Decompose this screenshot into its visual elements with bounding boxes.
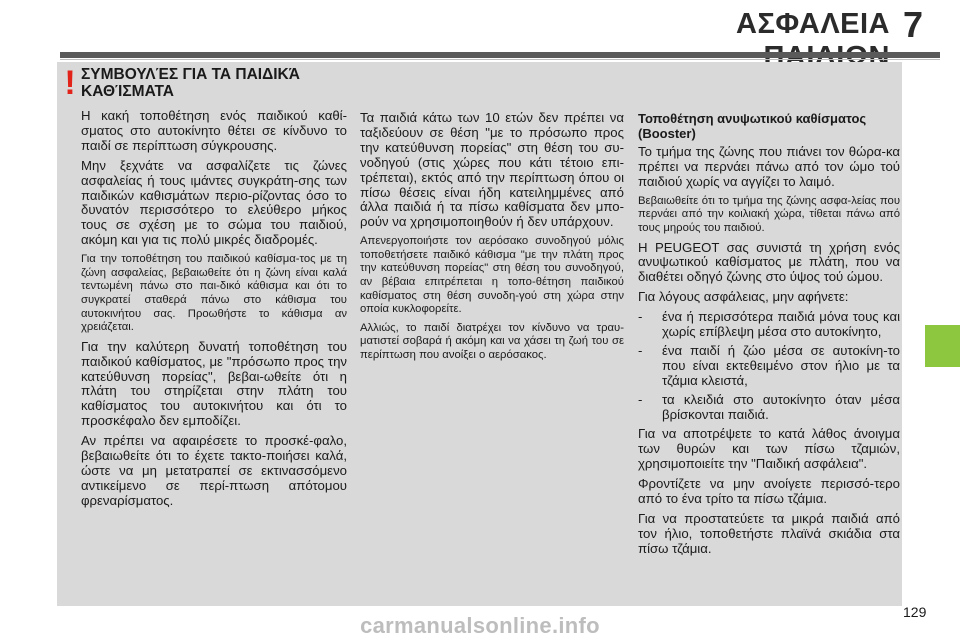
- col2-paragraph-3: Αλλιώς, το παιδί διατρέχει τον κίνδυνο να τραυ-ματιστεί σοβαρά ή ακόμη και να χάσει τη ζωή του σε περίπτωση που ανοίξει ο αερόσακος.: [360, 321, 624, 361]
- warning-icon: !: [64, 64, 76, 102]
- col1-paragraph-1: Η κακή τοποθέτηση ενός παιδικού καθί-σματος στο αυτοκίνητο θέτει σε κίνδυνο το παιδί σε περίπτωση σύγκρουσης.: [81, 108, 347, 153]
- page-number: 129: [903, 604, 927, 620]
- dash-bullet: -: [638, 391, 643, 407]
- list-item: [638, 344, 900, 389]
- column-1: [81, 109, 347, 514]
- col3-paragraph-1: Το τμήμα της ζώνης που πιάνει τον θώρα-κα πρέπει να περνάει πάνω από τον ώμο τού παιδιού χωρίς να αγγίζει το λαιμό.: [638, 144, 900, 189]
- col1-paragraph-2: Μην ξεχνάτε να ασφαλίζετε τις ζώνες ασφαλείας ή τους ιμάντες συγκράτη-σης των παιδικών καθισμάτων περιο-ρίζοντας όσο το δυνατόν περισσότερο το ελεύθερο μήκος τους σε σχέση με το σώμα του παιδιού, ακόμη και για τις πολύ μικρές διαδρομές.: [81, 157, 347, 248]
- list-item-text: ένα παιδί ή ζώο μέσα σε αυτοκίνη-το που είναι εκτεθειμένο στον ήλιο με τα τζάμια κλειστά,: [662, 342, 900, 388]
- col3-paragraph-5: Για να αποτρέψετε το κατά λάθος άνοιγμα των θυρών και των πίσω τζαμιών, χρησιμοποιείτε την "Παιδική ασφάλεια".: [638, 426, 900, 472]
- col1-paragraph-4: Για την καλύτερη δυνατή τοποθέτηση του παιδικού καθίσματος, με "πρόσωπο προς την κατεύθυνση πορείας", βεβαι-ωθείτε ότι η πλάτη του στηρίζεται στην πλάτη του καθίσματος του αυτοκινήτου και ότι το προσκέφαλο δεν εμποδίζει.: [81, 338, 347, 429]
- col3-paragraph-7: Για να προστατεύετε τα μικρά παιδιά από τον ήλιο, τοποθετήστε πλαϊνά σκιάδια στα πίσω τζάμια.: [638, 511, 900, 556]
- col2-paragraph-1: Τα παιδιά κάτω των 10 ετών δεν πρέπει να ταξιδεύουν σε θέση "με το πρόσωπο προς την κατεύθυνση πορείας" στη θέση του συ-νοδηγού (στις χώρες που κάτι τέτοιο επι-τρέπεται), εκτός από την περίπτωση όπου οι πίσω θέσεις είναι ήδη κατειλημμένες από άλλα παιδιά ή τα πίσω καθίσματα δεν μπο-ρούν να χρησιμοποιηθούν ή δεν υπάρχουν.: [360, 110, 624, 230]
- list-item-text: ένα ή περισσότερα παιδιά μόνα τους και χωρίς επίβλεψη μέσα στο αυτοκίνητο,: [662, 309, 900, 340]
- col2-paragraph-2: Απενεργοποιήστε τον αερόσακο συνοδηγού μόλις τοποθετήσετε παιδικό κάθισμα "με την πλάτη προς την κατεύθυνση πορείας" στη θέση του συνοδηγού, αν βέβαια επιτρέπεται η τοπο-θέτηση παιδικού καθίσματος στη θέση συνοδη-γού στη χώρα στην οποία κυκλοφορείτε.: [360, 235, 624, 316]
- chapter-number: 7: [903, 4, 924, 45]
- section-title: ΣΥΜΒΟΥΛΈΣ ΓΙΑ ΤΑ ΠΑΙΔΙΚΆ ΚΑΘΊΣΜΑΤΑ: [81, 66, 300, 100]
- list-item: [638, 310, 900, 340]
- booster-subheading: Τοποθέτηση ανυψωτικού καθίσματος (Booster): [638, 111, 867, 141]
- col3-paragraph-6: Φροντίζετε να μην ανοίγετε περισσό-τερο από το ένα τρίτο τα πίσω τζάμια.: [638, 476, 900, 507]
- dash-bullet: -: [638, 342, 643, 358]
- col3-paragraph-2: Βεβαιωθείτε ότι το τμήμα της ζώνης ασφα-λείας που περνάει από την κοιλιακή χώρα, τίθεται πάνω από τους μηρούς του παιδιού.: [638, 194, 900, 234]
- column-2: [360, 111, 624, 368]
- list-item-text: τα κλειδιά στο αυτοκίνητο όταν μέσα βρίσκονται παιδιά.: [662, 391, 900, 422]
- column-3: [638, 111, 900, 562]
- col1-paragraph-3: Για την τοποθέτηση του παιδικού καθίσμα-τος με τη ζώνη ασφαλείας, βεβαιωθείτε ότι η ζώνη είναι καλά τεντωμένη πάνω στο παι-δικό κάθισμα και ότι το συγκρατεί σταθερά πάνω στο κάθισμα του αυτοκινήτου σας. Προωθήστε το κάθισμα αν χρειάζεται.: [81, 253, 347, 334]
- col3-paragraph-4: Για λόγους ασφάλειας, μην αφήνετε:: [638, 289, 849, 305]
- col3-paragraph-3: Η PEUGEOT σας συνιστά τη χρήση ενός ανυψωτικού καθίσματος με πλάτη, που να διαθέτει οδηγό ζώνης στο ύψος τού ώμου.: [638, 239, 900, 285]
- col1-paragraph-5: Αν πρέπει να αφαιρέσετε το προσκέ-φαλο, βεβαιωθείτε ότι το έχετε τακτο-ποιήσει καλά, ώστε να μη μετατραπεί σε εκτινασσόμενο αντικείμενο σε περί-πτωση απότομου φρεναρίσματος.: [81, 433, 347, 508]
- header-rule: [60, 52, 940, 58]
- chapter-title: ΑΣΦΑΛΕΙΑ: [736, 8, 890, 40]
- list-item: [638, 393, 900, 423]
- safety-list: [638, 310, 900, 422]
- dash-bullet: -: [638, 309, 643, 325]
- watermark: carmanualsonline.info: [360, 613, 600, 638]
- chapter-side-tab: [925, 325, 960, 367]
- header-rule-thin: [60, 59, 940, 60]
